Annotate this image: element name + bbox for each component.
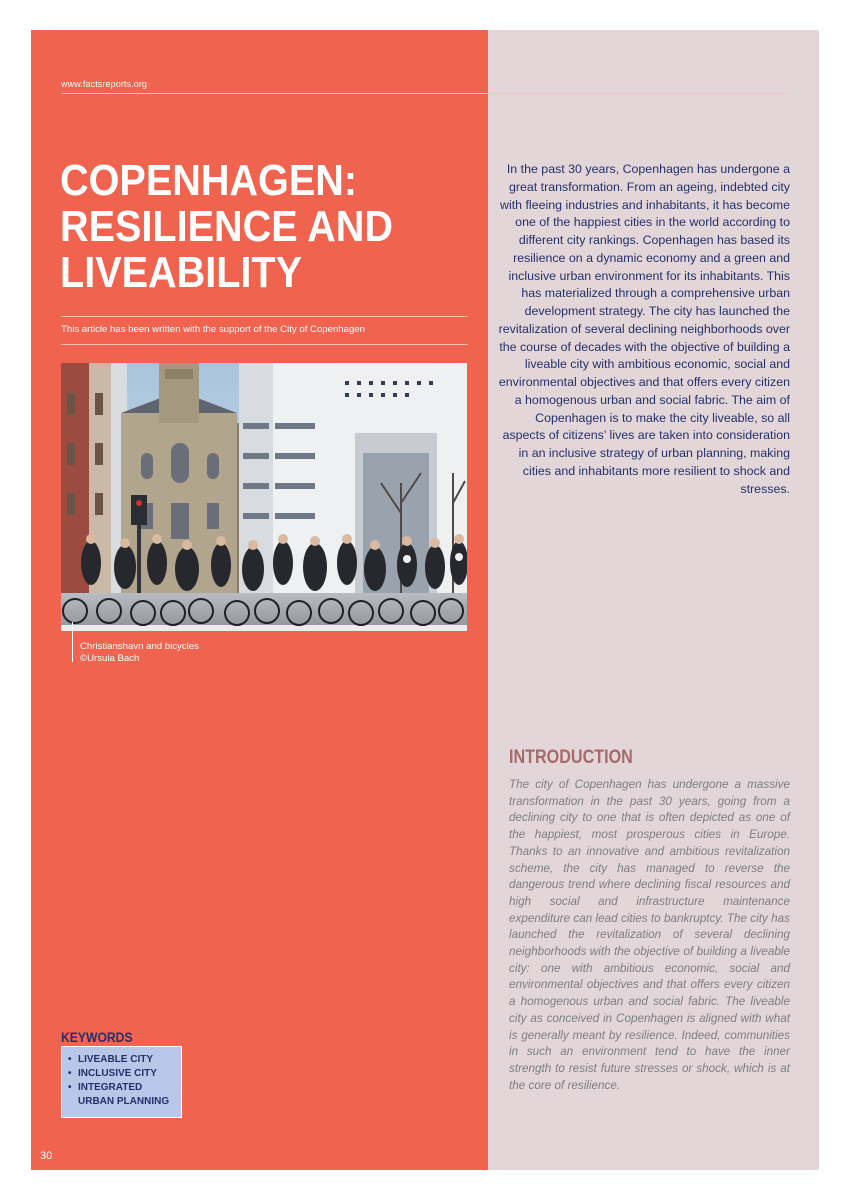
support-note: This article has been written with the support of the City of Copenhagen (61, 324, 365, 335)
support-divider-bottom (61, 344, 468, 345)
keyword-item (68, 1067, 181, 1081)
bullet-icon: • (68, 1054, 72, 1065)
bullet-icon: • (68, 1082, 72, 1093)
caption-credit: ©Ursula Bach (80, 653, 140, 664)
cyclists-street-photo (61, 363, 467, 631)
photo-caption (80, 641, 199, 665)
introduction-heading: INTRODUCTION (509, 747, 633, 768)
page (31, 30, 819, 1170)
introduction-body: The city of Copenhagen has undergone a massive transformation in the past 30 years, going from a declining city to one that is often depicted as one of the happiest, most prosperous cities in Europe. Thanks to an innovative and ambitious revitalization scheme, the city has managed to reverse the dangerous trend where declining fiscal resources and high social and infrastructure maintenance expenditure can lead cities to bankruptcy. The city has launched the revitalization of several declining neighborhoods with the objective of building a liveable city: one with ambitious economic, social and environmental objectives and that offers every citizen a homogenous urban and social fabric. The liveable city as conceived in Copenhagen is aligned with what is generally meant by resilience. Indeed, communities in such an environment tend to have the inner strength to resist future stresses or shock, which is at the core of resilience. (509, 778, 790, 1092)
article-photo (61, 363, 467, 631)
header-divider (61, 93, 790, 94)
support-divider-top (61, 316, 468, 317)
lead-paragraph: In the past 30 years, Copenhagen has undergone a great transformation. From an ageing, indebted city with fleeing industries and inhabitants, it has become one of the happiest cities in the world according to different city rankings. Copenhagen has based its resilience on a dynamic economy and a green and inclusive urban environment for its inhabitants. This has materialized through a comprehensive urban development strategy. The city has launched the revitalization of several declining neighborhoods over the course of decades with the objective of building a liveable city with ambitious economic, social and environmental objectives and that offers every citizen a homogenous urban and social fabric. The aim of Copenhagen is to make the city liveable, so all aspects of citizens’ lives are taken into consideration in an inclusive strategy of urban planning, making cities and inhabitants more resilient to shock and stresses. (498, 162, 790, 496)
keyword-item (68, 1081, 181, 1109)
keyword-item (68, 1053, 181, 1067)
page-number: 30 (40, 1150, 53, 1162)
keywords-title: KEYWORDS (61, 1030, 133, 1045)
caption-title: Christianshavn and bicycles (80, 641, 199, 652)
bullet-icon: • (68, 1068, 72, 1079)
keyword-label: INCLUSIVE CITY (78, 1068, 157, 1079)
keyword-label: LIVEABLE CITY (78, 1054, 154, 1065)
keywords-box (61, 1046, 182, 1118)
keyword-label: INTEGRATED URBAN PLANNING (78, 1082, 170, 1107)
site-url[interactable]: www.factsreports.org (61, 79, 148, 89)
caption-pointer-line (72, 622, 73, 662)
article-title: COPENHAGEN: RESILIENCE AND LIVEABILITY (60, 156, 393, 297)
